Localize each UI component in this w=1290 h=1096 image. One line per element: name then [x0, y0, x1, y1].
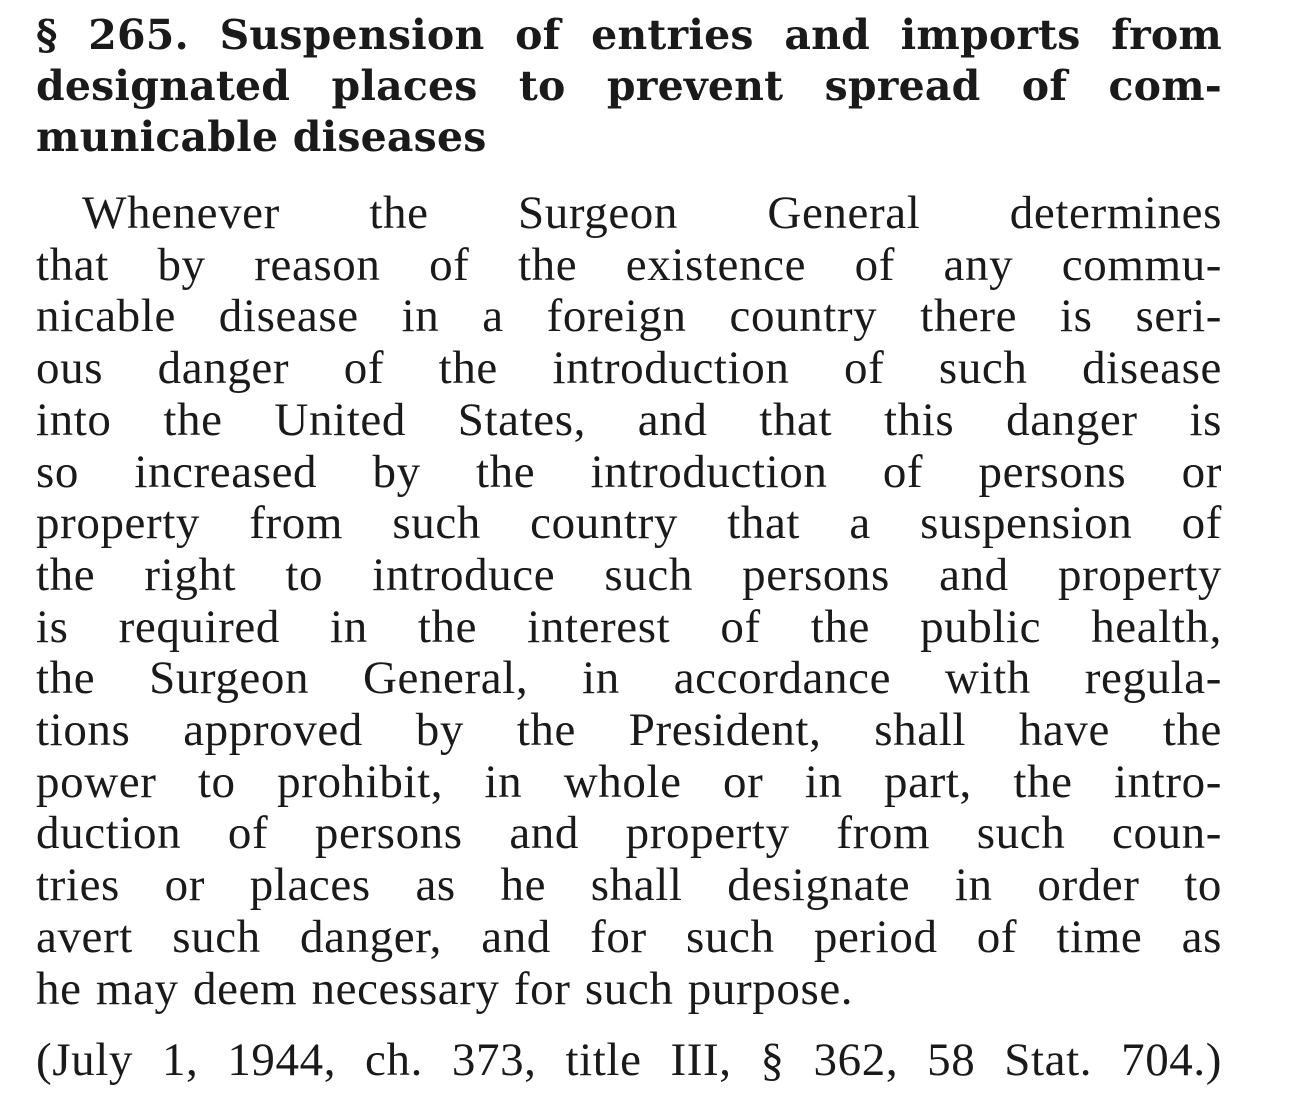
body-line: power to prohibit, in whole or in part, the intro- — [36, 755, 1222, 808]
section-body — [36, 188, 1222, 1015]
body-line: is required in the interest of the public health, — [36, 600, 1222, 653]
body-line: avert such danger, and for such period of time as — [36, 910, 1222, 963]
body-line: so increased by the introduction of persons or — [36, 445, 1222, 498]
body-line: duction of persons and property from such coun- — [36, 807, 1222, 860]
body-line: the Surgeon General, in accordance with regula- — [36, 652, 1222, 705]
section-heading — [36, 10, 1222, 163]
body-line: into the United States, and that this danger is — [36, 393, 1222, 446]
heading-line: designated places to prevent spread of com- — [36, 62, 1222, 110]
body-line: that by reason of the existence of any commu- — [36, 238, 1222, 291]
body-line: tions approved by the President, shall have the — [36, 704, 1222, 757]
body-line: Whenever the Surgeon General determines — [82, 187, 1222, 239]
source-credit: (July 1, 1944, ch. 373, title III, § 362, 58 Stat. 704.) — [36, 1034, 1222, 1087]
statute-page — [36, 10, 1222, 1087]
body-line: nicable disease in a foreign country there is seri- — [36, 290, 1222, 343]
body-line: the right to introduce such persons and property — [36, 548, 1222, 601]
body-line: ous danger of the introduction of such disease — [36, 342, 1222, 395]
body-line: he may deem necessary for such purpose. — [36, 962, 854, 1015]
heading-line: municable diseases — [36, 113, 487, 161]
body-line: tries or places as he shall designate in order to — [36, 859, 1222, 912]
body-line: property from such country that a suspension of — [36, 497, 1222, 550]
heading-line: § 265. Suspension of entries and imports from — [36, 11, 1222, 59]
